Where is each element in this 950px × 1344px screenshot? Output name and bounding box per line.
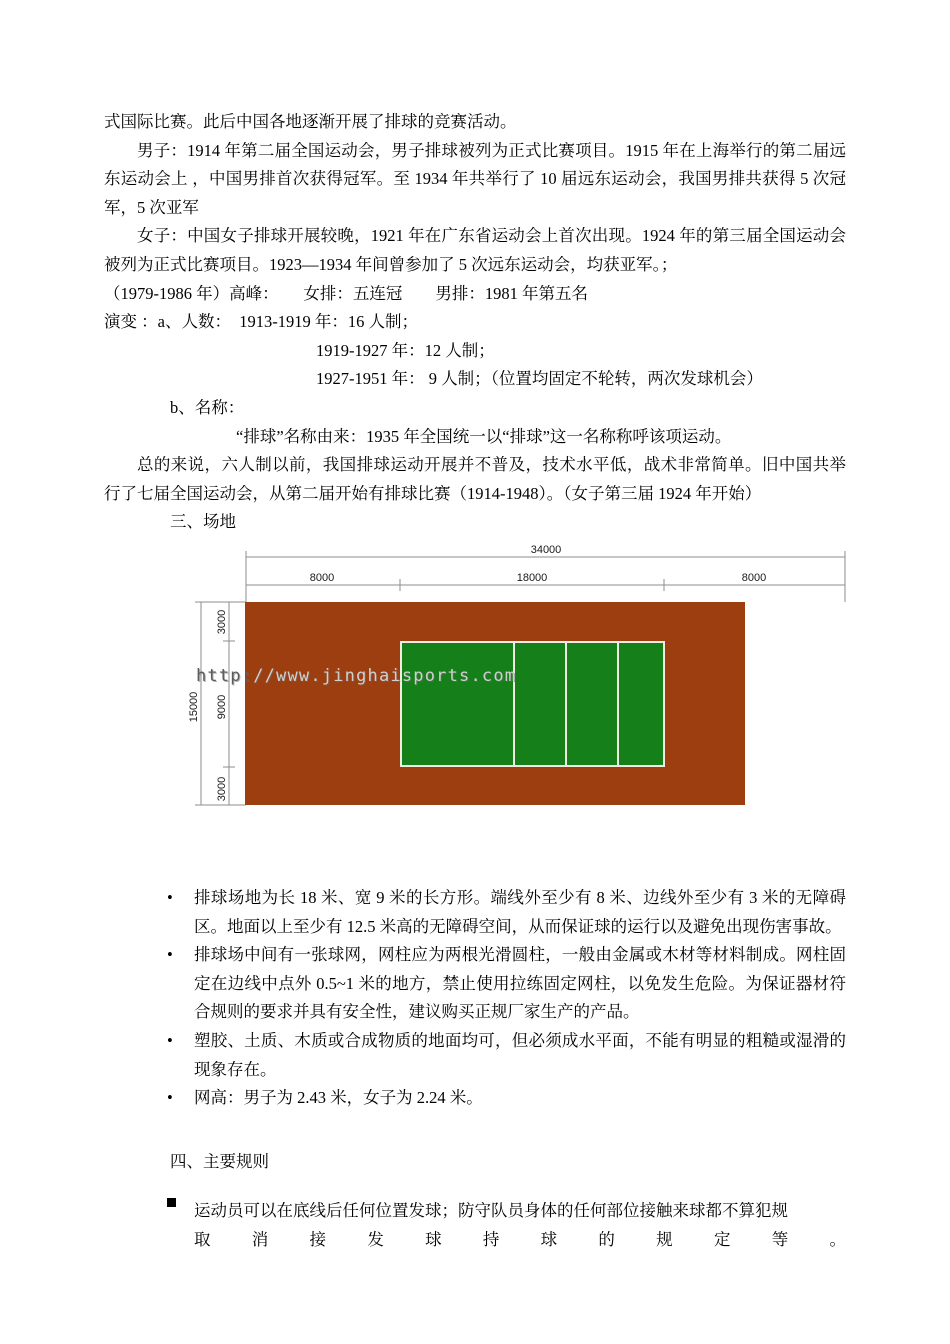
list-item: [104, 1027, 846, 1084]
dim-label-total-length: 34000: [530, 544, 562, 556]
bullet-disc-icon: •: [167, 888, 173, 907]
rules-bullet-list: [104, 1197, 846, 1254]
venue-bullet-list: [104, 884, 846, 1113]
list-item-text: 网高：男子为 2.43 米，女子为 2.24 米。: [194, 1088, 483, 1108]
paragraph-summary: 总的来说，六人制以前，我国排球运动开展并不普及，技术水平低，战术非常简单。旧中国共举行了七届全国运动会，从第二届开始有排球比赛（1914-1948）。（女子第三届 1924 年开始）: [104, 455, 846, 503]
playing-court: [400, 641, 665, 767]
evolution-name-label: b、名称：: [170, 397, 245, 417]
dim-label-court-length: 18000: [516, 572, 548, 584]
list-item: [104, 1197, 846, 1254]
center-line: [565, 643, 567, 765]
bullet-disc-icon: •: [167, 945, 173, 965]
list-item-text: 排球场地为长 18 米、宽 9 米的长方形。端线外至少有 8 米、边线外至少有 3 米的无障碍区。地面以上至少有 12.5 米高的无障碍空间，从而保证球的运行以及避免出现伤害事故。: [194, 888, 846, 936]
list-item: [104, 1084, 846, 1113]
dim-label-top-free-zone: 3000: [216, 609, 228, 635]
dim-label-right-free-zone: 8000: [741, 572, 767, 584]
paragraph-intro-continued: 式国际比赛。此后中国各地逐渐开展了排球的竞赛活动。: [104, 112, 517, 131]
evolution-name-origin: “排球”名称由来：1935 年全国统一以“排球”这一名称称呼该项运动。: [236, 426, 732, 446]
paragraph-peak-period: （1979-1986 年）高峰： 女排：五连冠 男排：1981 年第五名: [104, 283, 588, 303]
section-heading-venue: 三、场地: [170, 512, 236, 532]
watermark-host: //www.jinghaisports.com: [253, 666, 517, 686]
list-item: [104, 884, 846, 941]
watermark-scheme: http:: [196, 666, 254, 686]
attack-line-right: [617, 643, 619, 765]
evolution-row-3: 1927-1951 年： 9 人制；（位置均固定不轮转，两次发球机会）: [316, 369, 763, 389]
list-item-text: 排球场中间有一张球网，网柱应为两根光滑圆柱，一般由金属或木材等材料制成。网柱固定在边线中点外 0.5~1 米的地方，禁止使用拉练固定网柱，以免发生危险。为保证器材符合规则的要求并具有安全性，建议购买正规厂家生产的产品。: [194, 945, 846, 1022]
document-body: [104, 108, 846, 537]
list-item: [104, 941, 846, 1027]
venue-bullet-section: [104, 884, 846, 1113]
dim-label-court-width: 9000: [216, 694, 228, 720]
list-item-text-line1: 运动员可以在底线后任何位置发球；防守队员身体的任何部位接触来球都不算犯规: [194, 1201, 788, 1220]
bullet-square-icon: [167, 1198, 176, 1207]
dim-label-left-free-zone: 8000: [309, 572, 335, 584]
evolution-row-2: 1919-1927 年：12 人制；: [316, 340, 495, 360]
list-item-text: 塑胶、土质、木质或合成物质的地面均可，但必须成水平面，不能有明显的粗糙或湿滑的现象存在。: [194, 1030, 846, 1079]
list-item-text-line2: 取消接发球持球的规定等。: [194, 1229, 846, 1249]
dim-label-total-width: 15000: [188, 691, 200, 723]
evolution-row-1: 演变 ：a、人数： 1913-1919 年：16 人制；: [104, 312, 418, 332]
bullet-disc-icon: •: [167, 1088, 173, 1108]
paragraph-mens-history: 男子：1914 年第二届全国运动会，男子排球被列为正式比赛项目。1915 年在上海举行的第二届远东运动会上 ，中国男排首次获得冠军。至 1934 年共举行了 10 届远东运动会，我国男排共获得 5 次冠军，5 次亚军: [104, 140, 846, 217]
rules-bullet-section: [104, 1197, 846, 1254]
section-heading-rules: 四、主要规则: [170, 1151, 269, 1171]
attack-line-left: [513, 643, 515, 765]
dim-label-bottom-free-zone: 3000: [216, 776, 228, 802]
paragraph-womens-history: 女子：中国女子排球开展较晚，1921 年在广东省运动会上首次出现。1924 年的第三届全国运动会被列为正式比赛项目。1923—1934 年间曾参加了 5 次远东运动会，均获亚军。；: [104, 226, 846, 274]
bullet-disc-icon: •: [167, 1030, 173, 1050]
